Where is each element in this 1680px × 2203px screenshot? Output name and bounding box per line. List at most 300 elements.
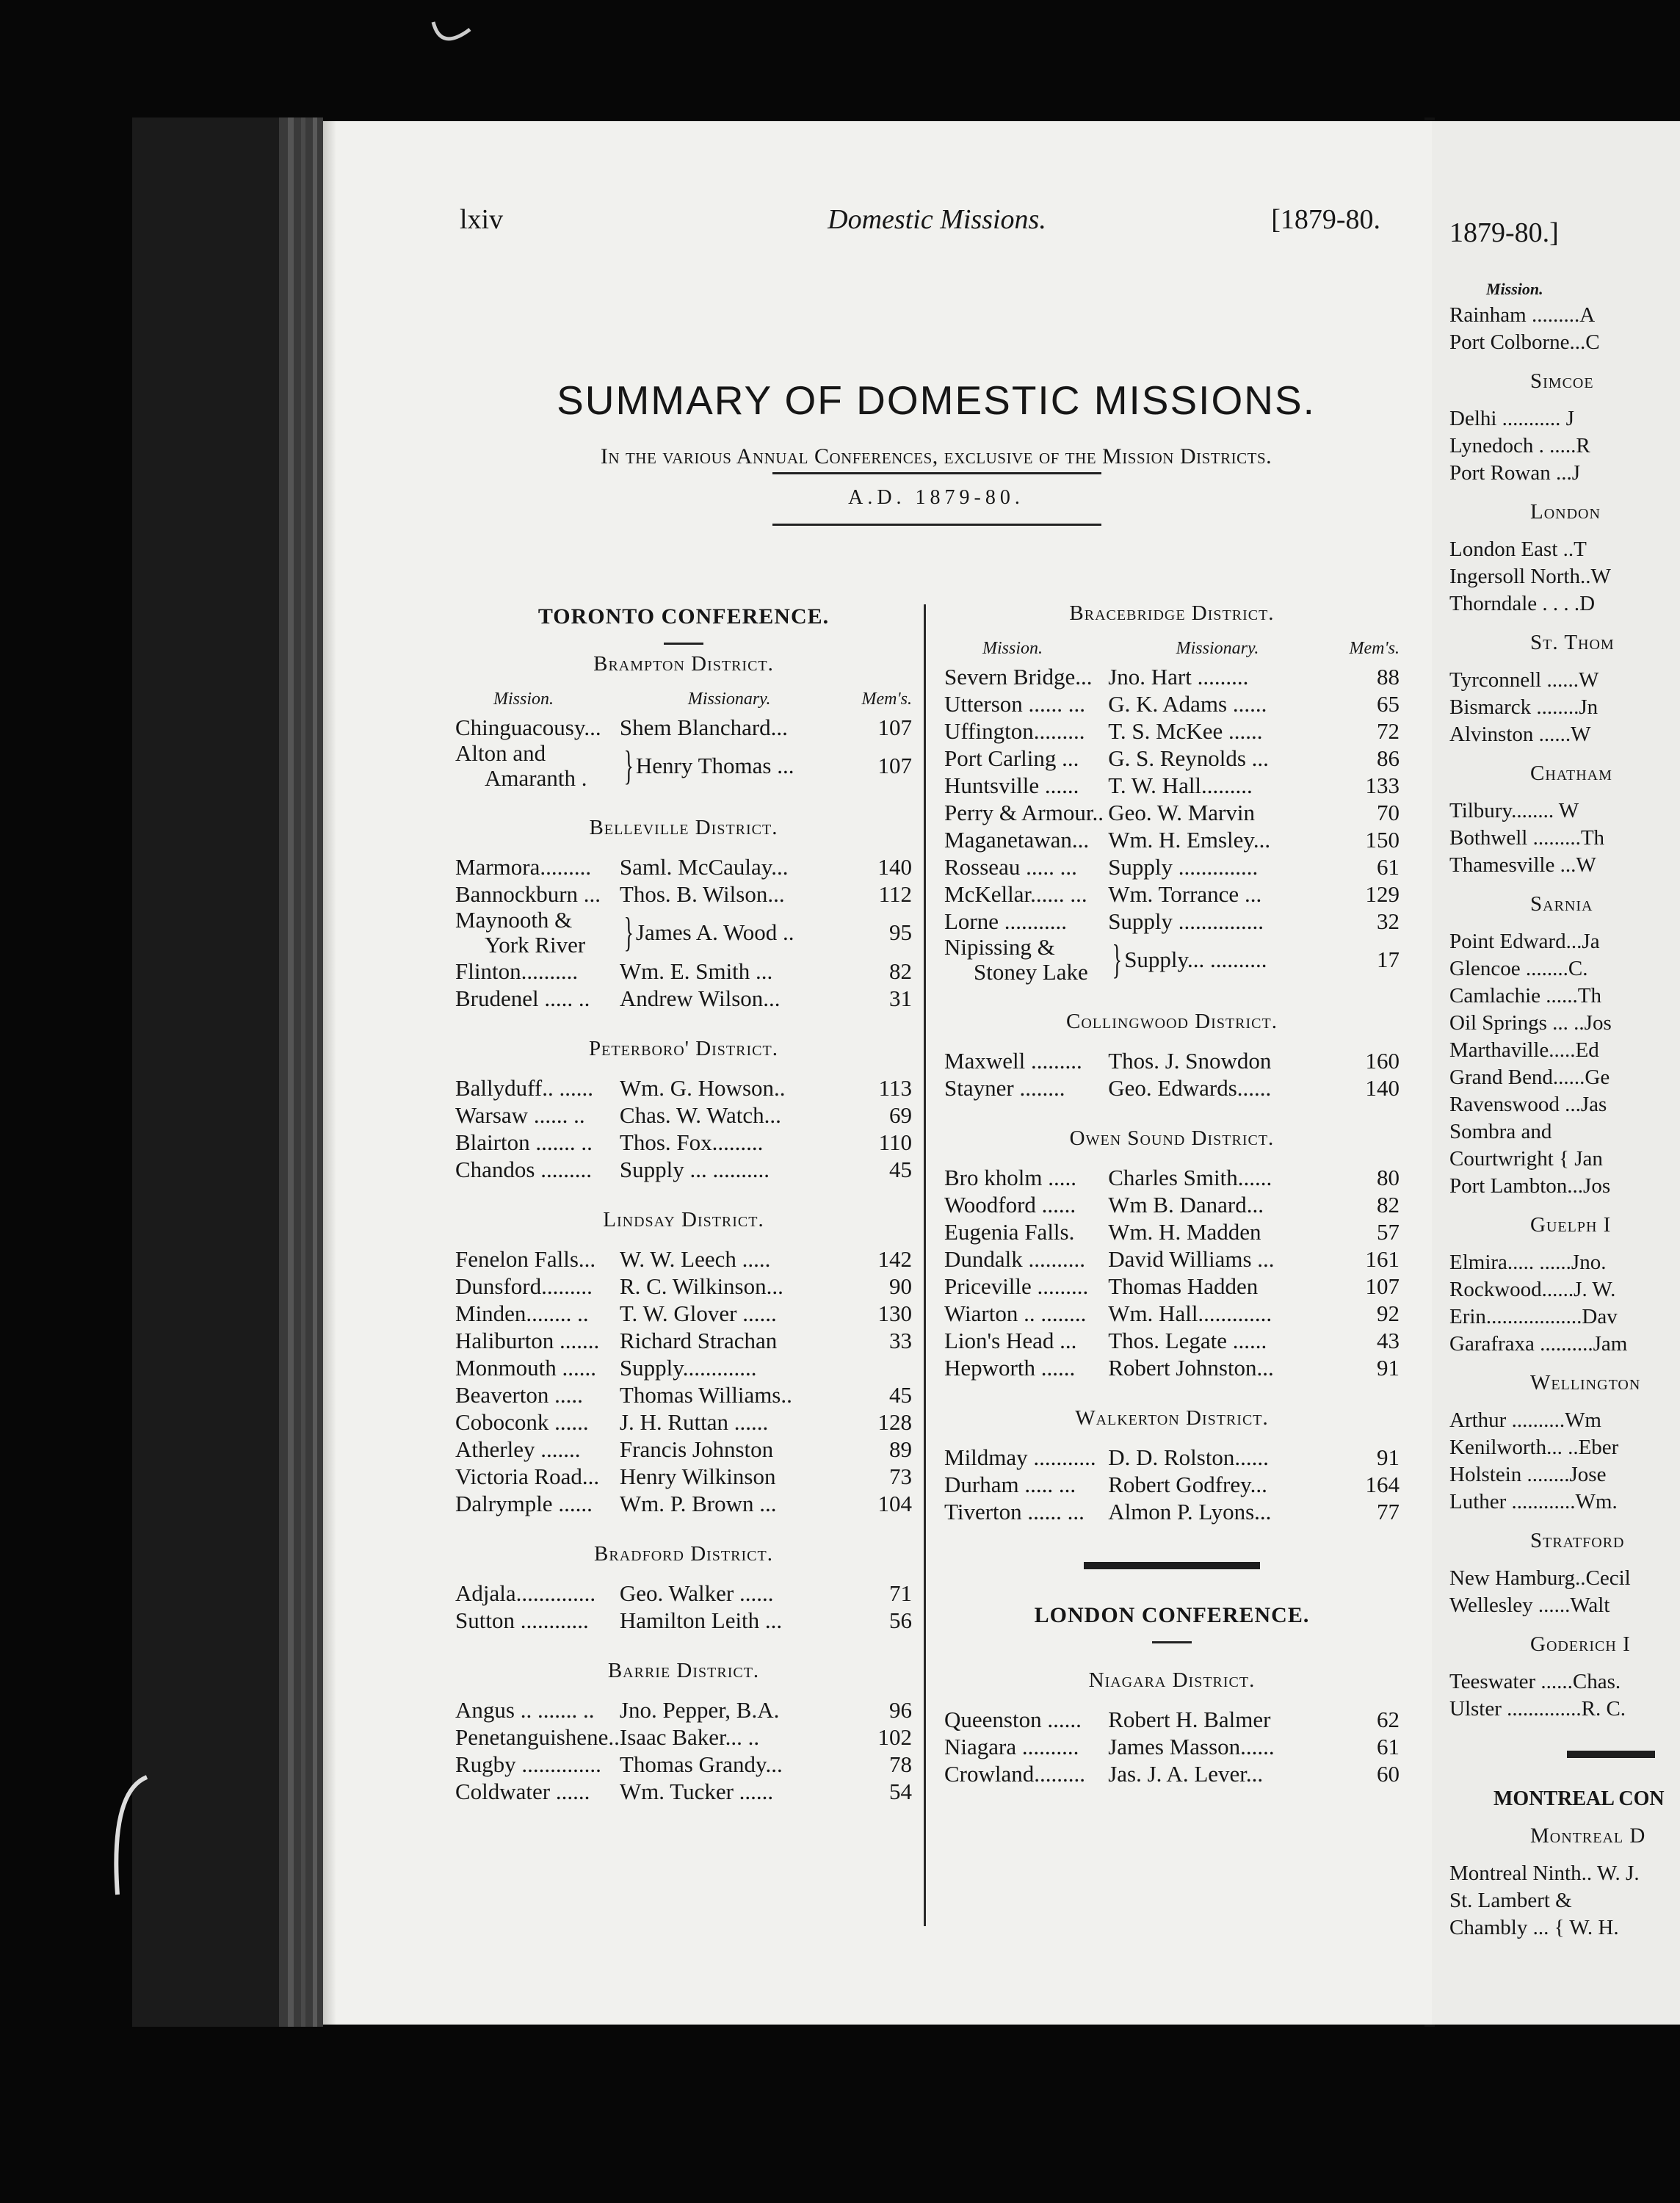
mission-row: [944, 1047, 1400, 1074]
mission-row: [455, 741, 912, 791]
year-label: A.D. 1879-80.: [848, 486, 1024, 509]
mission-row: [944, 1273, 1400, 1300]
members-count: 161: [1365, 1246, 1400, 1272]
mission-name: Uffington.........: [944, 718, 1085, 744]
mission-name: Maxwell .........: [944, 1048, 1082, 1074]
missionary-name: Jno. Hart .........: [1108, 664, 1249, 690]
next-page-row: Luther ............Wm.: [1449, 1490, 1618, 1513]
year-rule-top: [772, 472, 1101, 474]
missionary-name: Shem Blanchard...: [619, 715, 788, 740]
mission-row: [455, 1300, 912, 1327]
mission-row: [944, 745, 1400, 772]
missionary-name: Thomas Williams..: [619, 1382, 792, 1408]
next-page-lines: [1449, 302, 1680, 1942]
mission-name: Lorne ...........: [944, 908, 1068, 934]
year-rule-bottom: [772, 524, 1101, 526]
missionary-name: Almon P. Lyons...: [1108, 1499, 1272, 1524]
mission-name: Victoria Road...: [455, 1464, 600, 1489]
mission-name: Niagara ..........: [944, 1734, 1079, 1759]
mission-row: [455, 1607, 912, 1634]
members-count: 91: [1376, 1355, 1400, 1381]
district-heading: Owen Sound District.: [1069, 1126, 1275, 1150]
missionary-name: James Masson......: [1108, 1734, 1275, 1759]
members-count: 140: [877, 854, 912, 880]
mission-row: [944, 663, 1400, 690]
next-page-row: Sombra and: [1449, 1120, 1552, 1143]
members-count: 33: [888, 1328, 912, 1353]
next-page-row: Ravenswood ...Jas: [1449, 1093, 1607, 1116]
members-count: 82: [1376, 1192, 1400, 1218]
left-column: [455, 597, 912, 1805]
members-count: 61: [1376, 854, 1400, 880]
mission-row: [944, 908, 1400, 935]
mission-row: [944, 1471, 1400, 1498]
mission-row: [944, 1760, 1400, 1787]
missionary-name: J. H. Ruttan ......: [619, 1409, 769, 1435]
mission-name: Queenston ......: [944, 1707, 1082, 1732]
mission-row: [944, 1327, 1400, 1354]
members-count: 92: [1376, 1301, 1400, 1326]
missionary-name: Geo. Walker ......: [619, 1580, 774, 1606]
next-page-year-mark: 1879-80.]: [1449, 217, 1559, 248]
mission-row: [944, 690, 1400, 717]
members-column-label: Mem's.: [861, 690, 912, 709]
mission-name: Dundalk ..........: [944, 1246, 1086, 1272]
next-page-district: Montreal D: [1530, 1824, 1646, 1848]
next-page-row: Erin..................Dav: [1449, 1305, 1618, 1328]
missionary-column-label: Missionary.: [1176, 639, 1259, 658]
next-page-district: Wellington: [1530, 1371, 1641, 1394]
next-page-district: Goderich I: [1530, 1632, 1631, 1656]
mission-name: Flinton..........: [455, 958, 579, 984]
next-page-row: Arthur ..........Wm: [1449, 1408, 1601, 1432]
next-page-district: Guelph I: [1530, 1213, 1612, 1237]
members-count: 70: [1376, 800, 1400, 825]
next-page-row: Elmira..... ......Jno.: [1449, 1251, 1607, 1274]
brace-glyph: }: [623, 910, 634, 955]
mission-row: [944, 1300, 1400, 1327]
next-page-row: Alvinston ......W: [1449, 723, 1591, 746]
missionary-name: D. D. Rolston......: [1108, 1444, 1269, 1470]
members-count: 110: [878, 1129, 912, 1155]
members-count: 164: [1365, 1472, 1400, 1497]
next-page-conference: MONTREAL CON: [1493, 1787, 1665, 1810]
members-count: 90: [888, 1273, 912, 1299]
right-page-fragment: [1432, 121, 1680, 2025]
mission-name: Priceville .........: [944, 1273, 1089, 1299]
missionary-name: Wm. H. Madden: [1108, 1219, 1261, 1245]
district-heading: Belleville District.: [589, 816, 778, 839]
mission-row: [455, 1580, 912, 1607]
members-count: 140: [1365, 1075, 1400, 1101]
next-page-row: Delhi ........... J: [1449, 407, 1574, 430]
next-page-row: Montreal Ninth.. W. J.: [1449, 1862, 1640, 1885]
members-count: 45: [888, 1157, 912, 1182]
members-count: 61: [1376, 1734, 1400, 1759]
next-page-row: Port Lambton...Jos: [1449, 1174, 1611, 1198]
members-count: 133: [1365, 773, 1400, 798]
mission-name: Mildmay ...........: [944, 1444, 1096, 1470]
mission-row: [455, 1102, 912, 1129]
mission-row: [944, 1498, 1400, 1525]
mission-row: [455, 1463, 912, 1490]
mission-row: [944, 880, 1400, 908]
mission-name: Adjala..............: [455, 1580, 596, 1606]
missionary-name: R. C. Wilkinson...: [619, 1273, 783, 1299]
members-count: 102: [877, 1724, 912, 1750]
missionary-name: Charles Smith......: [1108, 1165, 1272, 1190]
next-page-row: Marthaville.....Ed: [1449, 1038, 1599, 1062]
district-heading: Niagara District.: [1088, 1668, 1256, 1692]
missionary-name: Wm. Torrance ...: [1108, 881, 1262, 907]
missionary-name: Geo. Edwards......: [1108, 1075, 1272, 1101]
missionary-name: Thos. Fox.........: [619, 1129, 764, 1155]
missionary-name: W. W. Leech .....: [619, 1246, 771, 1272]
district-heading: Lindsay District.: [603, 1208, 764, 1231]
missionary-name: Supply.............: [619, 1355, 757, 1381]
missionary-name: Robert Johnston...: [1108, 1355, 1274, 1381]
mission-row: [455, 1245, 912, 1273]
members-count: 17: [1377, 947, 1400, 972]
missionary-name: Henry Thomas ...: [635, 753, 794, 778]
next-page-heavy-rule: [1567, 1751, 1655, 1758]
missionary-name: Thos. J. Snowdon: [1108, 1048, 1272, 1074]
mission-name: Perry & Armour..: [944, 800, 1104, 825]
column-header-row: [944, 639, 1400, 659]
members-count: 150: [1365, 827, 1400, 853]
next-page-row: Thorndale . . . .D: [1449, 592, 1596, 615]
mission-name: Beaverton .....: [455, 1382, 583, 1408]
next-page-row: Camlachie ......Th: [1449, 984, 1601, 1008]
district-heading: Bradford District.: [594, 1542, 773, 1566]
missionary-name: Chas. W. Watch...: [619, 1102, 781, 1128]
members-count: 107: [877, 715, 912, 740]
mission-name: Haliburton .......: [455, 1328, 600, 1353]
next-page-row: Chambly ... { W. H.: [1449, 1916, 1619, 1939]
mission-row: [455, 714, 912, 741]
members-count: 107: [1365, 1273, 1400, 1299]
mission-name: Lion's Head ...: [944, 1328, 1077, 1353]
mission-row: [455, 1327, 912, 1354]
missionary-name: Wm. H. Emsley...: [1108, 827, 1271, 853]
missionary-name: Thomas Grandy...: [619, 1751, 783, 1777]
members-count: 71: [888, 1580, 912, 1606]
members-column-label: Mem's.: [1349, 639, 1400, 658]
mission-row: [455, 1129, 912, 1156]
section-heavy-rule: [1084, 1562, 1260, 1569]
members-count: 142: [877, 1246, 912, 1272]
members-count: 113: [878, 1075, 912, 1101]
mission-row: [944, 826, 1400, 853]
missionary-name: Robert Godfrey...: [1108, 1472, 1267, 1497]
members-count: [866, 1354, 912, 1381]
next-page-row: Holstein ........Jose: [1449, 1463, 1607, 1486]
mission-name: Sutton ............: [455, 1607, 589, 1633]
members-count: 80: [1376, 1165, 1400, 1190]
next-page-row: Lynedoch . .....R: [1449, 434, 1590, 457]
mission-row: [455, 985, 912, 1012]
conference-rule: [1152, 1641, 1192, 1643]
column-header-row: [455, 690, 912, 709]
next-page-row: Point Edward...Ja: [1449, 930, 1600, 953]
mission-row: [944, 1164, 1400, 1191]
mission-row: [455, 880, 912, 908]
mission-row: [944, 772, 1400, 799]
members-count: 88: [1376, 664, 1400, 690]
brace-glyph: }: [1112, 937, 1123, 983]
missionary-name: Thos. Legate ......: [1108, 1328, 1267, 1353]
mission-row: [455, 1436, 912, 1463]
mission-name: Bro kholm .....: [944, 1165, 1076, 1190]
members-count: 96: [888, 1697, 912, 1723]
next-page-district: London: [1530, 500, 1601, 524]
missionary-name: Wm. Tucker ......: [619, 1779, 774, 1804]
next-page-row: New Hamburg..Cecil: [1449, 1566, 1631, 1590]
members-count: 77: [1376, 1499, 1400, 1524]
missionary-name: Wm. Hall.............: [1108, 1301, 1272, 1326]
next-page-row: Bismarck ........Jn: [1449, 695, 1598, 719]
next-page-row: St. Lambert &: [1449, 1889, 1572, 1912]
members-count: 72: [1376, 718, 1400, 744]
mission-row: [455, 1074, 912, 1102]
missionary-name: Wm. P. Brown ...: [619, 1491, 777, 1516]
missionary-name: Francis Johnston: [619, 1436, 774, 1462]
mission-row: [455, 1490, 912, 1517]
mission-row: [455, 1696, 912, 1723]
next-page-row: Courtwright { Jan: [1449, 1147, 1603, 1171]
district-heading: Brampton District.: [593, 652, 774, 676]
members-count: 112: [878, 881, 912, 907]
next-page-row: Oil Springs ... ..Jos: [1449, 1011, 1612, 1035]
missionary-column-label: Missionary.: [687, 690, 771, 709]
mission-name: Hepworth ......: [944, 1355, 1076, 1381]
conference-heading: TORONTO CONFERENCE.: [537, 604, 830, 629]
next-page-row: Ulster ..............R. C.: [1449, 1697, 1626, 1721]
mission-row: [944, 1354, 1400, 1381]
members-count: 32: [1376, 908, 1400, 934]
mission-name: Brudenel ..... ..: [455, 985, 590, 1011]
missionary-name: Jno. Pepper, B.A.: [619, 1697, 780, 1723]
members-count: 57: [1376, 1219, 1400, 1245]
page-title: SUMMARY OF DOMESTIC MISSIONS.: [557, 377, 1316, 423]
mission-name: Eugenia Falls.: [944, 1219, 1075, 1245]
members-count: 95: [889, 919, 912, 945]
next-page-row: Bothwell .........Th: [1449, 826, 1605, 850]
mission-row: [455, 1273, 912, 1300]
members-count: 104: [877, 1491, 912, 1516]
mission-name: Stayner ........: [944, 1075, 1065, 1101]
mission-name: Rugby ..............: [455, 1751, 601, 1777]
mission-name: Severn Bridge...: [944, 664, 1093, 690]
right-column: [944, 597, 1400, 1787]
missionary-name: Hamilton Leith ...: [619, 1607, 783, 1633]
mission-name: Nipissing & Stoney Lake: [944, 934, 1088, 985]
next-page-row: Garafraxa ..........Jam: [1449, 1332, 1628, 1356]
members-count: 89: [888, 1436, 912, 1462]
mission-name: Chinguacousy...: [455, 715, 601, 740]
mission-name: Dunsford.........: [455, 1273, 593, 1299]
members-count: 129: [1365, 881, 1400, 907]
district-heading: Collingwood District.: [1066, 1010, 1278, 1033]
folio: lxiv: [460, 204, 504, 235]
mission-name: Monmouth ......: [455, 1355, 597, 1381]
missionary-name: Andrew Wilson...: [619, 985, 781, 1011]
members-count: 91: [1376, 1444, 1400, 1470]
district-heading: Peterboro' District.: [589, 1037, 778, 1060]
mission-name: Warsaw ...... ..: [455, 1102, 585, 1128]
missionary-name: Supply... ..........: [1124, 947, 1267, 972]
missionary-name: G. K. Adams ......: [1108, 691, 1267, 717]
mission-row: [455, 1354, 912, 1381]
next-page-row: Thamesville ...W: [1449, 853, 1596, 877]
mission-name: Huntsville ......: [944, 773, 1079, 798]
mission-name: Angus .. ....... ..: [455, 1697, 595, 1723]
mission-row: [944, 1444, 1400, 1471]
district-heading: Walkerton District.: [1075, 1406, 1269, 1430]
missionary-name: Wm. E. Smith ...: [619, 958, 773, 984]
members-count: 45: [888, 1382, 912, 1408]
page-subtitle: In the various Annual Conferences, exclusive of the Mission Districts.: [600, 444, 1272, 469]
mission-name: Woodford ......: [944, 1192, 1076, 1218]
mission-row: [944, 1191, 1400, 1218]
missionary-name: Wm. G. Howson..: [619, 1075, 786, 1101]
mission-name: Tiverton ...... ...: [944, 1499, 1085, 1524]
next-page-row: Grand Bend......Ge: [1449, 1066, 1610, 1089]
next-page-row: Rainham .........A: [1449, 303, 1596, 327]
column-divider: [924, 604, 926, 1926]
mission-name: McKellar...... ...: [944, 881, 1087, 907]
missionary-name: Robert H. Balmer: [1108, 1707, 1271, 1732]
missionary-name: James A. Wood ..: [635, 919, 794, 945]
members-count: 73: [888, 1464, 912, 1489]
missionary-name: Supply ... ..........: [619, 1157, 770, 1182]
members-count: 31: [888, 985, 912, 1011]
next-page-district: Sarnia: [1530, 892, 1593, 916]
mission-name: Utterson ...... ...: [944, 691, 1086, 717]
mission-row: [455, 908, 912, 958]
next-page-row: Glencoe ........C.: [1449, 957, 1588, 980]
members-count: 69: [888, 1102, 912, 1128]
mission-name: Alton and Amaranth .: [455, 740, 587, 791]
mission-row: [944, 853, 1400, 880]
mission-row: [455, 1751, 912, 1778]
missionary-name: Supply ..............: [1108, 854, 1259, 880]
missionary-name: T. W. Hall.........: [1108, 773, 1253, 798]
mission-name: Wiarton .. ........: [944, 1301, 1087, 1326]
mission-name: Rosseau ..... ...: [944, 854, 1077, 880]
next-page-district: St. Thom: [1530, 631, 1615, 654]
mission-row: [455, 1778, 912, 1805]
mission-name: Minden........ ..: [455, 1301, 589, 1326]
next-page-mission-header: Mission.: [1486, 280, 1543, 298]
mission-row: [455, 1408, 912, 1436]
missionary-name: David Williams ...: [1108, 1246, 1275, 1272]
missionary-name: Thos. B. Wilson...: [619, 881, 785, 907]
mission-row: [944, 717, 1400, 745]
missionary-name: Supply ...............: [1108, 908, 1264, 934]
mission-name: Bannockburn ...: [455, 881, 601, 907]
mission-row: [944, 1218, 1400, 1245]
missionary-name: G. S. Reynolds ...: [1108, 745, 1269, 771]
members-count: 62: [1376, 1707, 1400, 1732]
mission-row: [944, 1074, 1400, 1102]
missionary-name: Jas. J. A. Lever...: [1108, 1761, 1264, 1787]
mission-name: Blairton ....... ..: [455, 1129, 593, 1155]
mission-row: [455, 1156, 912, 1183]
members-count: 86: [1376, 745, 1400, 771]
members-count: 60: [1376, 1761, 1400, 1787]
mission-name: Dalrymple ......: [455, 1491, 593, 1516]
mission-name: Coldwater ......: [455, 1779, 590, 1804]
members-count: 128: [877, 1409, 912, 1435]
members-count: 160: [1365, 1048, 1400, 1074]
running-title: Domestic Missions.: [828, 204, 1046, 235]
mission-name: Maynooth & York River: [455, 907, 586, 958]
members-count: 82: [888, 958, 912, 984]
missionary-name: Henry Wilkinson: [619, 1464, 776, 1489]
next-page-row: Port Rowan ...J: [1449, 461, 1581, 485]
brace-glyph: }: [623, 743, 634, 789]
missionary-name: Richard Strachan: [619, 1328, 778, 1353]
mission-name: Port Carling ...: [944, 745, 1079, 771]
next-page-row: Port Colborne...C: [1449, 330, 1600, 354]
mission-name: Penetanguishene..: [455, 1724, 620, 1750]
members-count: 78: [888, 1751, 912, 1777]
members-count: 65: [1376, 691, 1400, 717]
mission-name: Durham ..... ...: [944, 1472, 1076, 1497]
next-page-district: Simcoe: [1530, 369, 1594, 393]
mission-name: Coboconk ......: [455, 1409, 589, 1435]
mission-row: [944, 799, 1400, 826]
next-page-district: Stratford: [1530, 1529, 1625, 1552]
next-page-row: Tilbury........ W: [1449, 799, 1579, 822]
mission-name: Chandos .........: [455, 1157, 592, 1182]
members-count: 54: [888, 1779, 912, 1804]
mission-row: [944, 1245, 1400, 1273]
mission-column-label: Mission.: [982, 639, 1043, 658]
members-count: 107: [877, 753, 912, 778]
mission-row: [455, 958, 912, 985]
members-count: 43: [1376, 1328, 1400, 1353]
next-page-district: Chatham: [1530, 762, 1612, 785]
mission-name: Crowland.........: [944, 1761, 1086, 1787]
year-mark: [1879-80.: [1271, 204, 1380, 235]
missionary-name: Isaac Baker... ..: [619, 1724, 760, 1750]
district-heading: Barrie District.: [607, 1659, 760, 1682]
conference-rule: [664, 643, 703, 645]
mission-name: Atherley .......: [455, 1436, 581, 1462]
mission-column-label: Mission.: [493, 690, 554, 709]
missionary-name: Thomas Hadden: [1108, 1273, 1259, 1299]
mission-row: [455, 1381, 912, 1408]
next-page-row: Wellesley ......Walt: [1449, 1594, 1610, 1617]
next-page-row: Tyrconnell ......W: [1449, 668, 1599, 692]
members-count: 56: [888, 1607, 912, 1633]
next-page-row: Kenilworth... ..Eber: [1449, 1436, 1619, 1459]
mission-row: [944, 1733, 1400, 1760]
mission-row: [455, 1723, 912, 1751]
mission-row: [455, 853, 912, 880]
mission-row: [944, 935, 1400, 985]
missionary-name: Geo. W. Marvin: [1108, 800, 1255, 825]
missionary-name: Saml. McCaulay...: [619, 854, 789, 880]
left-page: [323, 121, 1432, 2025]
conference-heading: LONDON CONFERENCE.: [1034, 1603, 1310, 1627]
next-page-row: Rockwood......J. W.: [1449, 1278, 1616, 1301]
mission-row: [944, 1706, 1400, 1733]
next-page-row: Teeswater ......Chas.: [1449, 1670, 1621, 1693]
missionary-name: T. W. Glover ......: [619, 1301, 777, 1326]
